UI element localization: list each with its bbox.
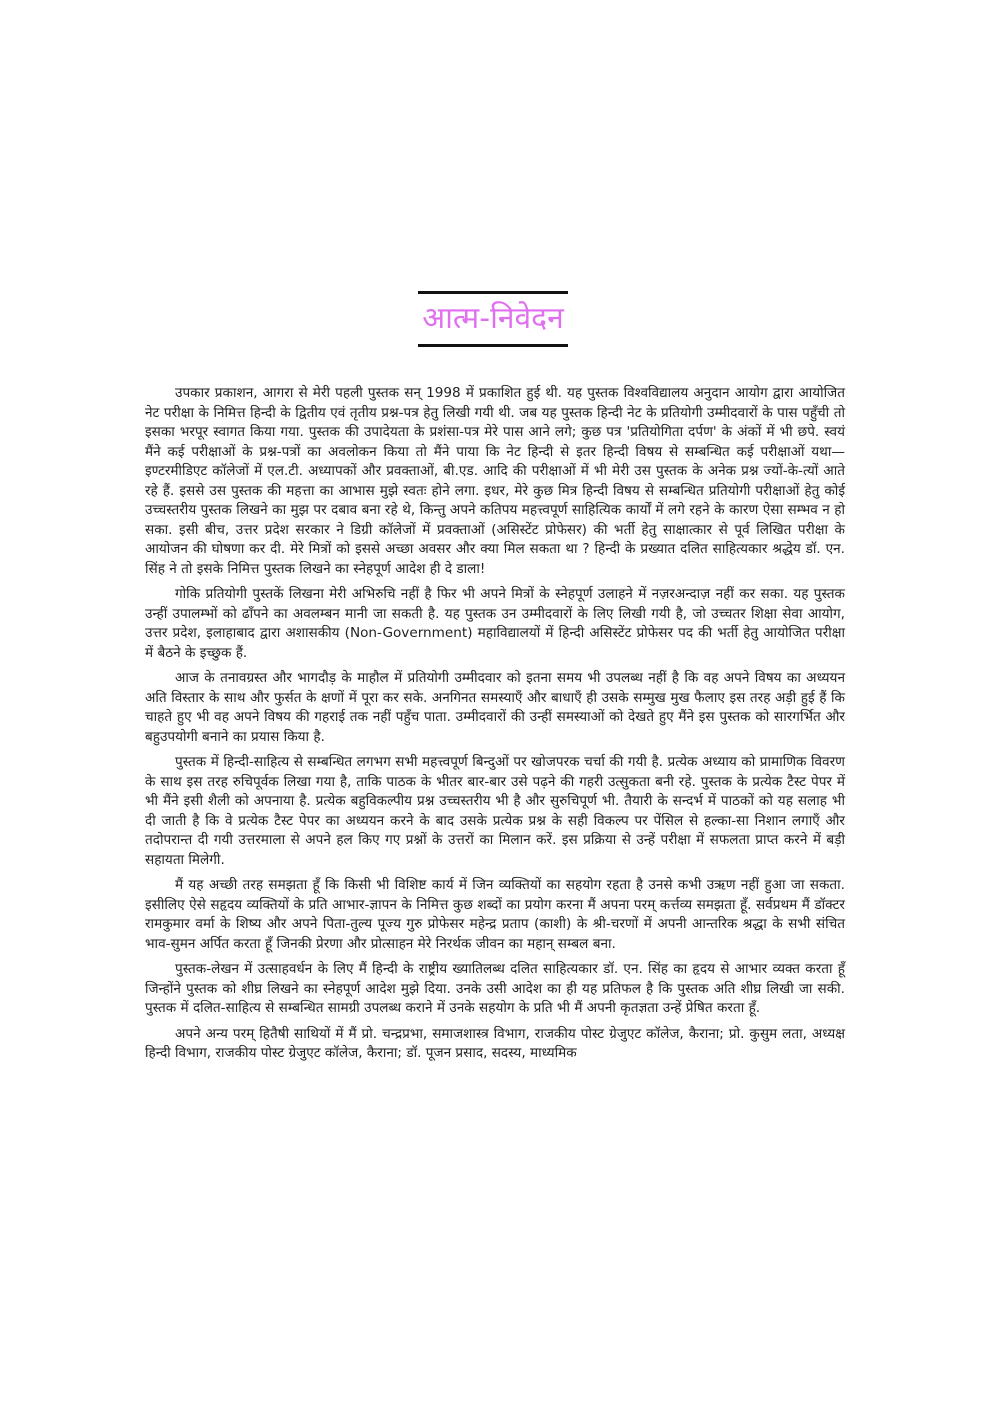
title-bottom-rule	[418, 344, 568, 347]
paragraph: गोकि प्रतियोगी पुस्तकें लिखना मेरी अभिरुचि नहीं है फिर भी अपने मित्रों के स्नेहपूर्ण उलाहने में नज़रअन्दाज़ नहीं कर सका. यह पुस्तक उन्हीं उपालम्भों को ढाँपने का अवलम्बन मानी जा सकती है. यह पुस्तक उन उम्मीदवारों के लिए लिखी गयी है, जो उच्चतर शिक्षा सेवा आयोग, उत्तर प्रदेश, इलाहाबाद द्वारा अशासकीय (Non-Government) महाविद्यालयों में हिन्दी असिस्टेंट प्रोफेसर पद की भर्ती हेतु आयोजित परीक्षा में बैठने के इच्छुक हैं.	[145, 586, 845, 661]
paragraph: पुस्तक में हिन्दी-साहित्य से सम्बन्धित लगभग सभी महत्त्वपूर्ण बिन्दुओं पर खोजपरक चर्चा की गयी है. प्रत्येक अध्याय को प्रामाणिक विवरण के साथ इस तरह रुचिपूर्वक लिखा गया है, ताकि पाठक के भीतर बार-बार उसे पढ़ने की गहरी उत्सुकता बनी रहे. पुस्तक के प्रत्येक टैस्ट पेपर में भी मैंने इसी शैली को अपनाया है. प्रत्येक बहुविकल्पीय प्रश्न उच्चस्तरीय भी है और सुरुचिपूर्ण भी. तैयारी के सन्दर्भ में पाठकों को यह सलाह भी दी जाती है कि वे प्रत्येक टैस्ट पेपर का अध्ययन करने के बाद उसके प्रत्येक प्रश्न के सही विकल्प पर पेंसिल से हल्का-सा निशान लगाएँ और तदोपरान्त दी गयी उत्तरमाला से अपने हल किए गए प्रश्नों के उत्तरों का मिलान करें. इस प्रक्रिया से उन्हें परीक्षा में सफलता प्राप्त करने में बड़ी सहायता मिलेगी.	[145, 754, 845, 868]
title-block	[418, 291, 568, 347]
paragraph: अपने अन्य परम् हितैषी साथियों में मैं प्रो. चन्द्रप्रभा, समाजशास्त्र विभाग, राजकीय पोस्ट ग्रेजुएट कॉलेज, कैराना; प्रो. कुसुम लता, अध्यक्ष हिन्दी विभाग, राजकीय पोस्ट ग्रेजुएट कॉलेज, कैराना; डॉ. पूजन प्रसाद, सदस्य, माध्यमिक	[145, 1025, 845, 1061]
title-top-rule	[418, 291, 568, 294]
paragraph: पुस्तक-लेखन में उत्साहवर्धन के लिए मैं हिन्दी के राष्ट्रीय ख्यातिलब्ध दलित साहित्यकार डॉ. एन. सिंह का हृदय से आभार व्यक्त करता हूँ जिन्होंने पुस्तक को शीघ्र लिखने का स्नेहपूर्ण आदेश मुझे दिया. उनके उसी आदेश का ही यह प्रतिफल है कि पुस्तक अति शीघ्र लिखी जा सकी. पुस्तक में दलित-साहित्य से सम्बन्धित सामग्री उपलब्ध कराने में उनके सहयोग के प्रति भी मैं अपनी कृतज्ञता उन्हें प्रेषित करता हूँ.	[145, 961, 845, 1016]
paragraph: मैं यह अच्छी तरह समझता हूँ कि किसी भी विशिष्ट कार्य में जिन व्यक्तियों का सहयोग रहता है उनसे कभी उऋण नहीं हुआ जा सकता. इसीलिए ऐसे सहृदय व्यक्तियों के प्रति आभार-ज्ञापन के निमित्त कुछ शब्दों का प्रयोग करना मैं अपना परम् कर्त्तव्य समझता हूँ. सर्वप्रथम मैं डॉक्टर रामकुमार वर्मा के शिष्य और अपने पिता-तुल्य पूज्य गुरु प्रोफेसर महेन्द्र प्रताप (काशी) के श्री-चरणों में अपनी आन्तरिक श्रद्धा के सभी संचित भाव-सुमन अर्पित करता हूँ जिनकी प्रेरणा और प्रोत्साहन मेरे निरर्थक जीवन का महान् सम्बल बना.	[145, 877, 845, 952]
body-text	[145, 384, 845, 1070]
page-title: आत्म-निवेदन	[422, 301, 564, 336]
paragraph: उपकार प्रकाशन, आगरा से मेरी पहली पुस्तक सन् 1998 में प्रकाशित हुई थी. यह पुस्तक विश्वविद्यालय अनुदान आयोग द्वारा आयोजित नेट परीक्षा के निमित्त हिन्दी के द्वितीय एवं तृतीय प्रश्न-पत्र हेतु लिखी गयी थी. जब यह पुस्तक हिन्दी नेट के प्रतियोगी उम्मीदवारों के पास पहुँची तो इसका भरपूर स्वागत किया गया. पुस्तक की उपादेयता के प्रशंसा-पत्र मेरे पास आने लगे; कुछ पत्र 'प्रतियोगिता दर्पण' के अंकों में भी छपे. स्वयं मैंने कई परीक्षाओं के प्रश्न-पत्रों का अवलोकन किया तो मैंने पाया कि नेट हिन्दी से इतर हिन्दी विषय से सम्बन्धित कई परीक्षाओं यथा—इण्टरमीडिएट कॉलेजों में एल.टी. अध्यापकों और प्रवक्ताओं, बी.एड. आदि की परीक्षाओं में भी मेरी उस पुस्तक के अनेक प्रश्न ज्यों-के-त्यों आते रहे हैं. इससे उस पुस्तक की महत्ता का आभास मुझे स्वतः होने लगा. इधर, मेरे कुछ मित्र हिन्दी विषय से सम्बन्धित प्रतियोगी परीक्षाओं हेतु कोई उच्चस्तरीय पुस्तक लिखने का मुझ पर दबाव बना रहे थे, किन्तु अपने कतिपय महत्त्वपूर्ण साहित्यिक कार्यों में लगे रहने के कारण ऐसा सम्भव न हो सका. इसी बीच, उत्तर प्रदेश सरकार ने डिग्री कॉलेजों में प्रवक्ताओं (असिस्टेंट प्रोफेसर) की भर्ती हेतु साक्षात्कार से पूर्व लिखित परीक्षा के आयोजन की घोषणा कर दी. मेरे मित्रों को इससे अच्छा अवसर और क्या मिल सकता था ? हिन्दी के प्रख्यात दलित साहित्यकार श्रद्धेय डॉ. एन. सिंह ने तो इसके निमित्त पुस्तक लिखने का स्नेहपूर्ण आदेश ही दे डाला!	[145, 385, 845, 577]
paragraph: आज के तनावग्रस्त और भागदौड़ के माहौल में प्रतियोगी उम्मीदवार को इतना समय भी उपलब्ध नहीं है कि वह अपने विषय का अध्ययन अति विस्तार के साथ और फुर्सत के क्षणों में पूरा कर सके. अनगिनत समस्याएँ और बाधाएँ ही उसके सम्मुख मुख फैलाए इस तरह अड़ी हुई हैं कि चाहते हुए भी वह अपने विषय की गहराई तक नहीं पहुँच पाता. उम्मीदवारों की उन्हीं समस्याओं को देखते हुए मैंने इस पुस्तक को सारगर्भित और बहुउपयोगी बनाने का प्रयास किया है.	[145, 670, 845, 745]
